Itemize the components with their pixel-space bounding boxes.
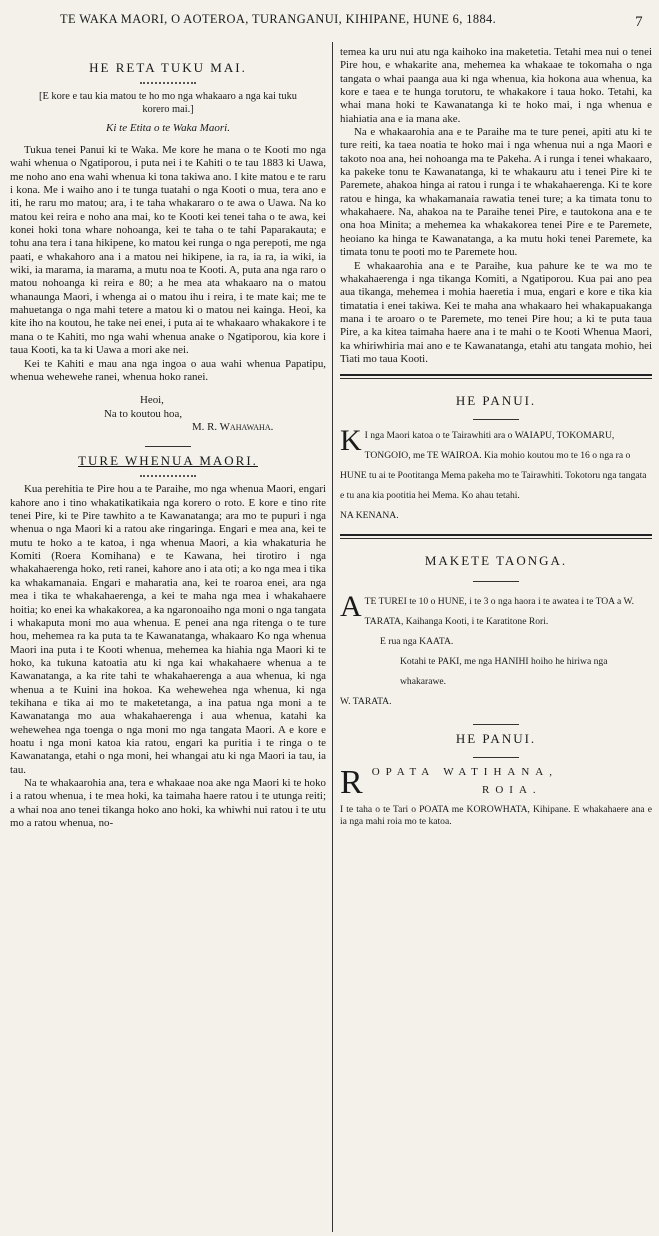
notice-lawyer	[340, 731, 652, 828]
section-double-rule-thin	[340, 378, 652, 379]
letter-section	[10, 60, 326, 447]
section-rule	[145, 446, 191, 447]
notice2-buggy: Kotahi te PAKI, me nga HANIHI hoiho he hiriwa nga whakarawe.	[400, 656, 608, 688]
notice2-heading: MAKETE TAONGA.	[424, 553, 568, 569]
letter-byline: Ki te Etita o te Waka Maori.	[106, 122, 230, 134]
section-rule	[473, 757, 519, 758]
section-rule	[473, 419, 519, 420]
section-double-rule	[340, 534, 652, 536]
column-divider	[332, 42, 333, 1232]
notice1-text: I nga Maori katoa o te Tairawhiti ara o WAIAPU, TOKOMARU, TONGOIO, me TE WAIROA. Kia mohio koutou mo te 16 o nga ra o HUNE tu ai te Pootitanga Mema pakeha mo te Tairawhiti. Tokotoru nga tangata e tu ana kia pootitia hei Mema. Ko ahau tetahi.	[340, 430, 647, 502]
letter-paragraph-1: Tukua tenei Panui ki te Waka. Me kore he mana o te Kooti mo nga wahi whenua o Ngatiporou, i puta nei i te Kahiti o te tau 1883 ki Uawa, me noho ano ena wahi whenua ki tona takiwa ano. I kite matou e te raru i kona. Me i waiho ano i te tunga tuatahi o nga Kooti o mua, tera ano e iti, he raru mo matou; ara, i te taha whakararo o te awa o Uawa. Na ko matou kei reira e noho ana mai, ko te Kooti kei tenei taha o te awa, kei konei hoki tona whare nohoanga, kei te taha o te tahi Paparakauta; e tohu ana tera i tana hikipene, ko matou kei runga o nga perepoti, me nga paati, e whakahoro ana i a matou nei hikipene, ia ra, ia ra, ia wiki, ia wiki, ia marama, ia marama, a mutu noa te Kooti. A, puta ana nga raro o matou nohoanga ki reira e 80; a he mea ata whakaaro na o matou whanaunga Maori, i whenga ai o matou ihu i reira, i te mate kai; me te mahuetanga o nga mahi tetere a matou ki o matou nei kainga. Heoi, ka kite iho na koutou, he take nei enei, i puta ai te whakaaro whakakore i te mana o te Kahiti, mo nga wahi whenua anake o Ngatiporou, kia kore i taua Kooti, ka ta ki Uawa a mori ake nei.	[10, 144, 326, 357]
article-paragraph-2: Na te whakaarohia ana, tera e whakaae noa ake nga Maori ki te hoko i a ratou whenua, i te mea hoki, ka taimaha haere ratou i te utunga reiti; a whai noa ano tenei tikanga hoko ano hoki, ka whiwhi nui ratou i te utu mo a ratou whenua, no-	[10, 776, 326, 829]
notice3-heading: HE PANUI.	[455, 731, 537, 747]
letter-signature: M. R. Wahawaha.	[192, 421, 274, 433]
page-header	[0, 0, 659, 40]
article-continuation	[340, 46, 652, 366]
notice3-title-1: OPATA WATIHANA,	[371, 766, 558, 779]
notice1-dropcap: K	[340, 424, 362, 458]
continuation-paragraph-2: Na e whakaarohia ana e te Paraihe ma te ture penei, apiti atu ki te ture reiti, ka taea noatia te hoko mai i nga whenua nui a nga Maori e takoto noa ana, hei nohoanga ma te Pakeha. A i runga i tenei whakaaro, ka pakeke tonu te Kawanatanga, ki te whakauru atu i tenei Pire ki te Paremete, ahakoa hinga ai ratou i runga i te whakahaerenga. Ki te kore ratou e hinga, ka whakamanaia rawatia tenei ture; a ka timata tonu to whakahaere. Na, ahakoa na te Paraihe tenei Pire, e tautokona ana e te ona hoa Minita; a mehemea ka whakakorea tenei Pire e te Paremete, heoiano ka hinga te Kawanatanga, a ka mutu hoki tenei Paremete, ka timata tonu te pooti mo te Paremete hou.	[340, 126, 652, 259]
editor-note: [E kore e tau kia matou te ho mo nga whakaaro a nga kai tuku korero mai.]	[39, 91, 297, 115]
letter-heading: HE RETA TUKU MAI.	[89, 60, 247, 75]
section-rule	[473, 581, 519, 582]
section-rule	[473, 724, 519, 725]
article-section	[10, 453, 326, 830]
notice2-signature: W. TARATA.	[340, 696, 392, 708]
notice1-heading: HE PANUI.	[455, 393, 537, 409]
notice2-carts: E rua nga KAATA.	[380, 636, 454, 648]
notice2-text: TE TUREI te 10 o HUNE, i te 3 o nga haora i te awatea i te TOA a W. TARATA, Kaihanga Kooti, i te Karatitone Rori.	[364, 596, 635, 628]
letter-salutation: Na to koutou hoa,	[104, 407, 183, 420]
left-column	[10, 46, 326, 830]
notice2-dropcap: A	[340, 590, 362, 624]
notice-auction	[340, 553, 652, 725]
notice3-title-2: ROIA.	[482, 784, 542, 797]
letter-paragraph-2: Kei te Kahiti e mau ana nga ingoa o aua wahi whenua Papatipu, whenua wehewehe ranei, whenua hoko ranei.	[10, 357, 326, 383]
section-double-rule	[340, 374, 652, 376]
notice3-body: I te taha o te Tari o POATA me KOROWHATA, Kihipane. E whakahaere ana e ia nga mahi roia mo te katoa.	[340, 804, 652, 828]
right-column	[340, 46, 652, 828]
notice-election	[340, 393, 652, 526]
section-double-rule-thin	[340, 538, 652, 539]
continuation-paragraph-3: E whakaarohia ana e te Paraihe, kua pahure ke te wa mo te whakahaerenga i nga tikanga Komiti, a Ngatiporou. Kua pai ano pea aua tikanga, mehemea i mohia haeretia i mua, engari e kore e tika kia timatatia i enei takiwa. Kei te maha ana whakaaro hei whakapuakanga mana i te aroaro o te Paremete, mo tenei Pire hou; a ki te puta taua Pire, a ka kitea taimaha haere ana i te mahi o te Kooti Whenua Maori, ka whiriwhiria mai ano e te Kawanatanga, etahi atu tangata mohio, hei Tiati mo taua Kooti.	[340, 259, 652, 365]
newspaper-title: TE WAKA MAORI, O AOTEROA, TURANGANUI, KIHIPANE, HUNE 6, 1884.	[60, 12, 497, 26]
page-number: 7	[635, 14, 643, 30]
notice3-dropcap: R	[340, 764, 369, 802]
article-paragraph-1: Kua perehitia te Pire hou a te Paraihe, mo nga whenua Maori, engari kahore ano i tino whakatikatikaia nga korero o roto. E kore e tino rite tenei Pire, ki te Pire tawhito a te Kawanatanga; ara mo te pupuri i nga whenua o nga Maori ki a ratou ake ringaringa. Engari e mea ana, kei te mutu te hoko a te katoa, i nga whenua Maori, a kia whakaturia he Komiti (Roera Komihana) e te Kawana, hei tirotiro i nga whakahaerenga hoko, reti ranei, kahore ano i ata oti; a ko nga mea i tika ka whakamanaia. Engari e maharatia ana, kei te roaroa enei, ara nga mea i tika te whakahaerenga, a kei te maha nga mea i whakahaere hoitia; ko enei ka whakakorea, a ka ngaronoaiho nga moni o nga tangata i whakaputa moni mo aua whenua. E penei ana nga ritenga o te ture hou, mehemea ra ka puta ta te Kawanatanga, whakaaro Ko nga whenua Maori ina puta i te Kooti whenua, mehemea ka hiahia nga Maori ki te hoko, ka tukuna katoatia atu ki nga kai whakahaere whenua a te Kawanatanga, a ka rite tahi te whakahaerenga a aua whenua, ki nga whenua a te Kuini ina hokoa. Ka wehewehea nga whenua, ki nga tekihana e tika ai mo te maketetanga, a ina patua nga moni a te Kawanatanga mo aua whakahaerenga i aua whenua, katahi ka wehewehea nga toenga o nga moni mo nga tangata Maori. A e kore e hoatu i nga moni katoa kia ratou, engari ka puritia i te ringa o te Kawanatanga, etahi o nga moni, hei whangai atu ki nga Maori ia tau, ia tau.	[10, 483, 326, 776]
letter-closing: Heoi,	[140, 394, 164, 407]
ornament-rule	[140, 471, 196, 477]
continuation-paragraph-1: temea ka uru nui atu nga kaihoko ina maketetia. Tetahi mea nui o tenei Pire hou, e whakarite ana, mehemea ka whakaae te tokomaha o nga tangata o whai paanga aua ki nga whenua, kia hokona aua whenua, ka kore e taea e te hunga torutoru, te whakakore i taua hoko. Tetahi, ka whai mana hoki te Kawanatanga ki te hoko mai, i nga whenua e hiahiatia ana e ia mana ake.	[340, 46, 652, 125]
article-heading: TURE WHENUA MAORI.	[78, 453, 258, 469]
ornament-rule	[140, 78, 196, 84]
notice1-signature: NA KENANA.	[340, 510, 399, 522]
